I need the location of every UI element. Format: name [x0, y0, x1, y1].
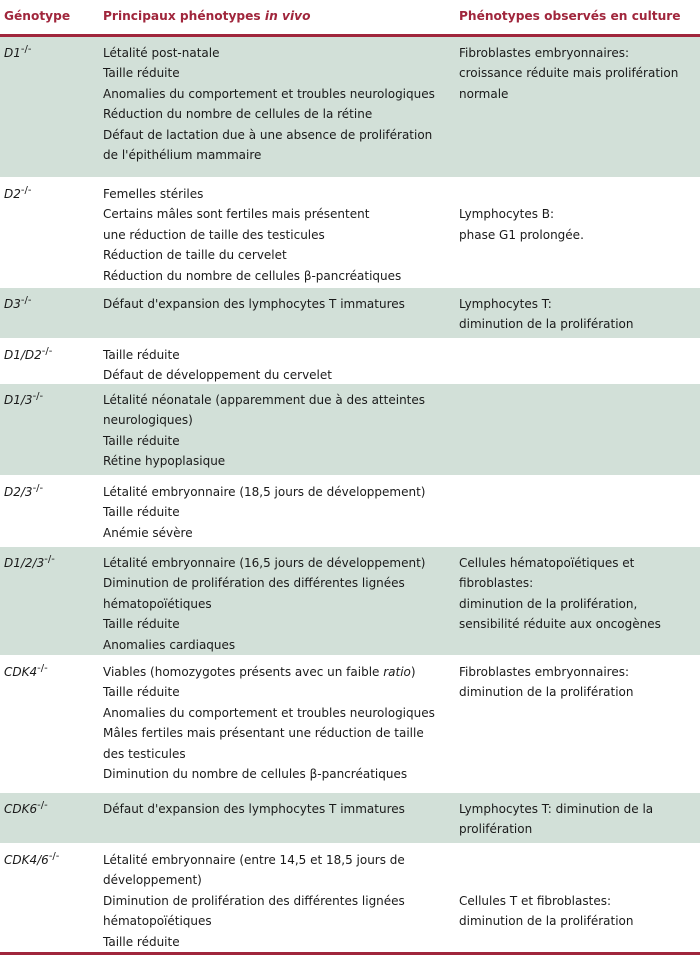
in-vivo-cell: [100, 793, 456, 843]
genotype-superscript: -/-: [32, 391, 44, 402]
in-vivo-line: Létalité embryonnaire (18,5 jours de développement): [103, 485, 426, 499]
table-row: [0, 793, 700, 844]
culture-cell: [456, 844, 700, 951]
in-vivo-line: Taille réduite: [103, 348, 180, 362]
in-vivo-line: neurologiques): [103, 413, 193, 428]
in-vivo-cell: [100, 844, 456, 951]
table-row: [0, 288, 700, 339]
ratio-italic: ratio: [383, 665, 411, 679]
genotype-superscript: -/-: [37, 800, 48, 811]
culture-line: Fibroblastes embryonnaires:: [459, 665, 630, 679]
in-vivo-line: Taille réduite: [103, 505, 180, 520]
culture-cell: [456, 384, 700, 475]
culture-line: [459, 850, 700, 870]
table-row: [0, 656, 700, 793]
in-vivo-line: Taille réduite: [103, 433, 180, 448]
culture-line: prolifération: [459, 822, 533, 837]
genotype-label: D1/2/3: [4, 556, 45, 570]
culture-line: Lymphocytes T: diminution de la: [459, 802, 654, 816]
culture-line: croissance réduite mais prolifération: [459, 66, 679, 81]
in-vivo-cell: [100, 656, 456, 792]
genotype-cell: [0, 547, 100, 655]
table-row: [0, 844, 700, 952]
culture-line: Fibroblastes embryonnaires:: [459, 46, 630, 60]
in-vivo-cell: [100, 339, 456, 383]
genotype-cell: [0, 656, 100, 792]
table-row: [0, 178, 700, 288]
in-vivo-line: hématopoïétiques: [103, 914, 212, 929]
in-vivo-line: Réduction du nombre de cellules de la rétine: [103, 107, 373, 122]
in-vivo-line: Défaut d'expansion des lymphocytes T immatures: [103, 297, 405, 311]
in-vivo-cell: [100, 37, 456, 177]
in-vivo-line: Diminution du nombre de cellules β-pancréatiques: [103, 766, 408, 781]
culture-line: [459, 870, 700, 890]
in-vivo-line: Rétine hypoplasique: [103, 454, 226, 469]
in-vivo-line: développement): [103, 873, 202, 888]
culture-line: Cellules hématopoïétiques et: [459, 556, 635, 570]
culture-cell: [456, 288, 700, 338]
culture-line: diminution de la prolifération: [459, 685, 634, 700]
header-genotype: Génotype: [4, 9, 71, 23]
genotype-label: CDK4: [4, 665, 38, 679]
culture-cell: [456, 178, 700, 287]
genotype-superscript: -/-: [44, 554, 55, 565]
table-header: [0, 0, 700, 37]
in-vivo-line: hématopoïétiques: [103, 596, 212, 611]
in-vivo-line: Viables (homozygotes présents avec un faible ratio): [103, 665, 416, 679]
header-in-vivo-prefix: Principaux phénotypes: [103, 9, 265, 23]
genotype-superscript: -/-: [37, 663, 48, 674]
in-vivo-line: Taille réduite: [103, 934, 180, 949]
genotype-label: CDK6: [4, 802, 38, 816]
culture-line: diminution de la prolifération,: [459, 596, 638, 611]
culture-line: Lymphocytes T:: [459, 297, 552, 311]
in-vivo-line: Femelles stériles: [103, 187, 204, 201]
in-vivo-line: Taille réduite: [103, 685, 180, 700]
genotype-superscript: -/-: [20, 44, 32, 55]
culture-cell: [456, 476, 700, 546]
header-in-vivo: [100, 0, 456, 23]
in-vivo-line: Réduction du nombre de cellules β-pancréatiques: [103, 268, 402, 283]
genotype-label: D2/3: [4, 485, 33, 499]
in-vivo-line: Diminution de prolifération des différentes lignées: [103, 893, 405, 908]
in-vivo-line: Létalité embryonnaire (16,5 jours de développement): [103, 556, 426, 570]
in-vivo-line: Anémie sévère: [103, 525, 193, 540]
culture-line: diminution de la prolifération: [459, 914, 634, 929]
in-vivo-line: Anomalies du comportement et troubles neurologiques: [103, 705, 435, 720]
in-vivo-line: Certains mâles sont fertiles mais présentent: [103, 207, 370, 222]
genotype-superscript: -/-: [41, 346, 53, 357]
in-vivo-cell: [100, 288, 456, 338]
in-vivo-line: Anomalies cardiaques: [103, 637, 236, 652]
genotype-cell: [0, 476, 100, 546]
genotype-cell: [0, 384, 100, 475]
in-vivo-line: Létalité embryonnaire (entre 14,5 et 18,5 jours de: [103, 853, 405, 867]
in-vivo-cell: [100, 547, 456, 655]
genotype-label: CDK4/6: [4, 853, 49, 867]
genotype-label: D2: [4, 187, 21, 201]
in-vivo-line: Réduction de taille du cervelet: [103, 248, 287, 263]
culture-cell: [456, 339, 700, 383]
in-vivo-line: une réduction de taille des testicules: [103, 227, 325, 242]
genotype-superscript: -/-: [48, 851, 60, 862]
table-row: [0, 547, 700, 656]
header-culture: Phénotypes observés en culture: [459, 9, 681, 23]
genotype-cell: [0, 793, 100, 843]
in-vivo-line: Défaut de lactation due à une absence de prolifération: [103, 127, 433, 142]
in-vivo-line: des testicules: [103, 746, 186, 761]
genotype-cell: [0, 339, 100, 383]
in-vivo-line: Défaut de développement du cervelet: [103, 368, 332, 383]
in-vivo-line: Défaut d'expansion des lymphocytes T immatures: [103, 802, 405, 816]
in-vivo-cell: [100, 384, 456, 475]
in-vivo-cell: [100, 178, 456, 287]
in-vivo-line: de l'épithélium mammaire: [103, 147, 262, 162]
genotype-cell: [0, 178, 100, 287]
culture-line: fibroblastes:: [459, 576, 534, 591]
genotype-cell: [0, 844, 100, 951]
culture-line: Cellules T et fibroblastes:: [459, 893, 611, 908]
in-vivo-line: Anomalies du comportement et troubles neurologiques: [103, 86, 435, 101]
in-vivo-line: Létalité post-natale: [103, 46, 220, 60]
culture-line: phase G1 prolongée.: [459, 227, 584, 242]
culture-cell: [456, 547, 700, 655]
genotype-label: D3: [4, 297, 21, 311]
culture-line: [459, 184, 700, 204]
table-row: [0, 37, 700, 178]
in-vivo-line: Mâles fertiles mais présentant une réduction de taille: [103, 726, 424, 741]
genotype-label: D1/D2: [4, 348, 42, 362]
genotype-superscript: -/-: [20, 295, 32, 306]
in-vivo-line: Létalité néonatale (apparemment due à des atteintes: [103, 393, 426, 407]
culture-line: Lymphocytes B:: [459, 207, 555, 222]
culture-line: diminution de la prolifération: [459, 317, 634, 332]
culture-line: normale: [459, 86, 509, 101]
culture-cell: [456, 37, 700, 177]
culture-line: sensibilité réduite aux oncogènes: [459, 617, 661, 632]
table-body: [0, 37, 700, 952]
in-vivo-line: Taille réduite: [103, 617, 180, 632]
in-vivo-line: Taille réduite: [103, 66, 180, 81]
genotype-label: D1/3: [4, 393, 33, 407]
genotype-superscript: -/-: [20, 185, 32, 196]
culture-cell: [456, 656, 700, 792]
in-vivo-line: Diminution de prolifération des différentes lignées: [103, 576, 405, 591]
header-in-vivo-italic: in vivo: [264, 9, 311, 23]
genotype-label: D1: [4, 46, 21, 60]
in-vivo-cell: [100, 476, 456, 546]
genotype-cell: [0, 37, 100, 177]
genotype-cell: [0, 288, 100, 338]
table-row: [0, 384, 700, 476]
genotype-superscript: -/-: [32, 483, 44, 494]
table-row: [0, 339, 700, 384]
table-row: [0, 476, 700, 547]
culture-cell: [456, 793, 700, 843]
